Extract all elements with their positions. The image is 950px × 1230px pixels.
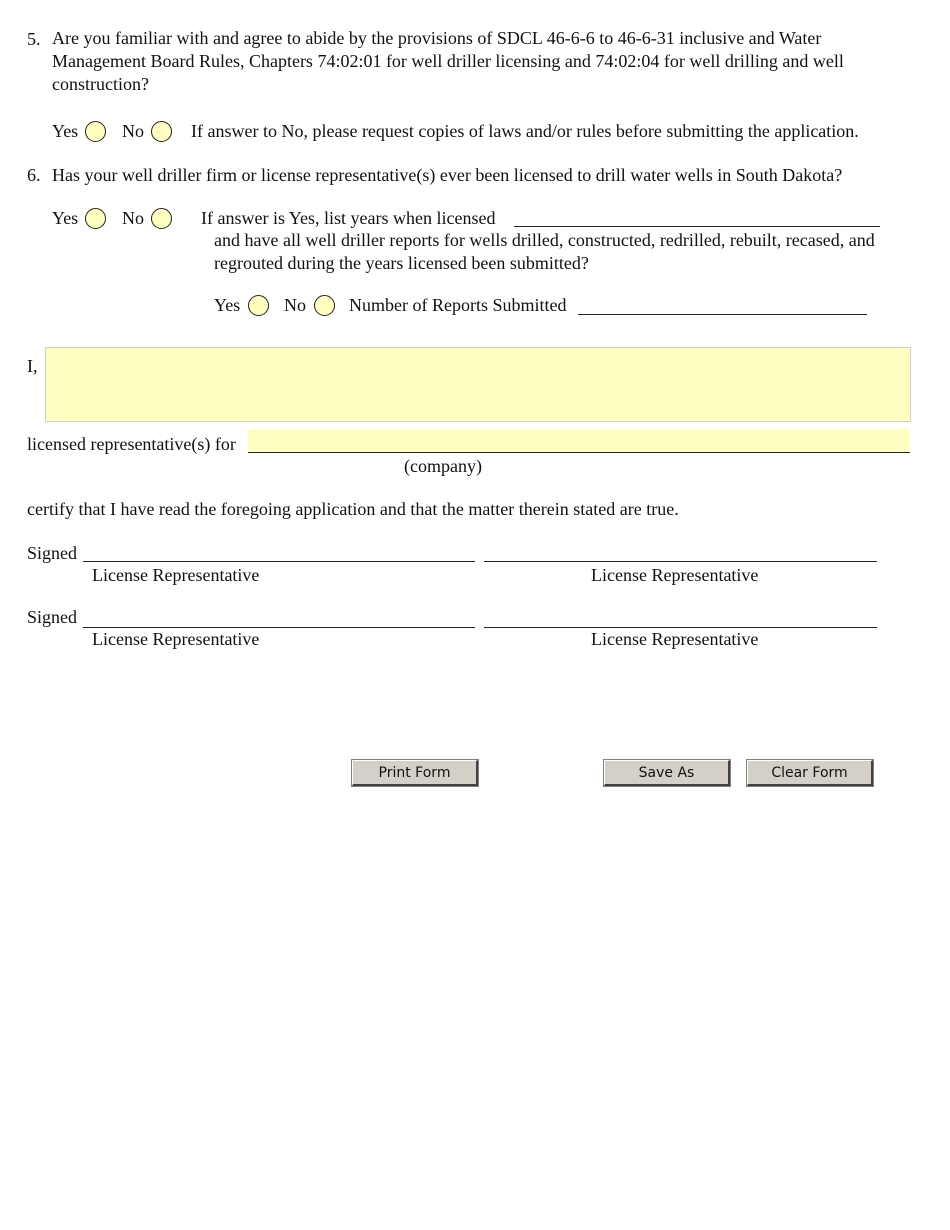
signature-caption-right: License Representative [591, 565, 759, 585]
signature-line-left[interactable] [83, 561, 475, 562]
q6-followup-line: and have all well driller reports for wells drilled, constructed, redrilled, rebuilt, recased, and [214, 230, 875, 250]
years-licensed-field[interactable] [514, 226, 880, 227]
q5-question-line: Are you familiar with and agree to abide by the provisions of SDCL 46-6-6 to 46-6-31 inclusive and Water [52, 28, 822, 48]
q5-no-label: No [122, 121, 144, 141]
company-field[interactable] [248, 429, 910, 453]
q5-note: If answer to No, please request copies of laws and/or rules before submitting the application. [191, 121, 859, 141]
q5-number: 5. [27, 29, 41, 49]
certify-i-label: I, [27, 356, 38, 376]
q6-years-prompt: If answer is Yes, list years when licensed [201, 208, 496, 228]
signature-line-right[interactable] [484, 627, 877, 628]
q6-sub-yes-radio[interactable] [248, 295, 269, 316]
licensed-for-label: licensed representative(s) for [27, 434, 236, 454]
q6-sub-no-label: No [284, 295, 306, 315]
reports-submitted-field[interactable] [578, 314, 867, 315]
q5-question-line: construction? [52, 74, 149, 94]
signature-line-left[interactable] [83, 627, 475, 628]
representative-name-field[interactable] [45, 347, 911, 422]
signed-label: Signed [27, 607, 78, 627]
clear-form-button[interactable]: Clear Form [747, 760, 873, 786]
q6-no-radio[interactable] [151, 208, 172, 229]
signed-label: Signed [27, 543, 78, 563]
q5-no-radio[interactable] [151, 121, 172, 142]
q6-followup [214, 229, 875, 275]
q6-followup-line: regrouted during the years licensed been submitted? [214, 253, 589, 273]
q5-yes-radio[interactable] [85, 121, 106, 142]
q6-number: 6. [27, 165, 41, 185]
q6-sub-yes-label: Yes [214, 295, 241, 315]
signature-caption-right: License Representative [591, 629, 759, 649]
signature-caption-left: License Representative [92, 565, 260, 585]
print-form-button[interactable]: Print Form [352, 760, 478, 786]
q6-question: Has your well driller firm or license representative(s) ever been licensed to drill water wells in South Dakota? [52, 165, 843, 185]
reports-submitted-label: Number of Reports Submitted [349, 295, 567, 315]
save-as-button[interactable]: Save As [604, 760, 730, 786]
certify-statement: certify that I have read the foregoing application and that the matter therein stated are true. [27, 499, 679, 519]
q5-question [52, 27, 844, 96]
signature-caption-left: License Representative [92, 629, 260, 649]
company-caption: (company) [404, 456, 482, 476]
q6-sub-no-radio[interactable] [314, 295, 335, 316]
signature-line-right[interactable] [484, 561, 877, 562]
q5-yes-label: Yes [52, 121, 79, 141]
q5-question-line: Management Board Rules, Chapters 74:02:01 for well driller licensing and 74:02:04 for well drilling and well [52, 51, 844, 71]
q6-yes-label: Yes [52, 208, 79, 228]
q6-yes-radio[interactable] [85, 208, 106, 229]
q6-no-label: No [122, 208, 144, 228]
